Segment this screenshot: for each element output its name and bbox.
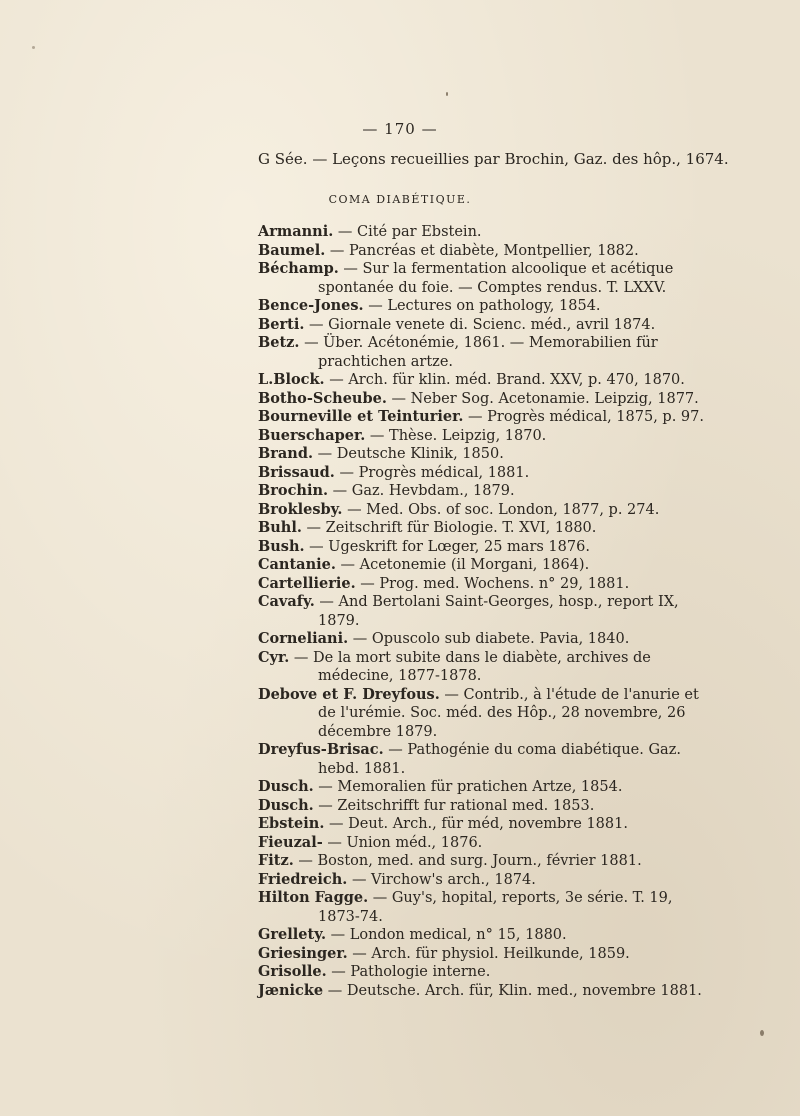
header-reference: G Sée. — Leçons recueillies par Brochin, Gaz. des hôp., 1674. [258, 150, 729, 168]
entry-text: — Pathogénie du coma diabétique. Gaz. hebd. 1881. [318, 742, 681, 777]
entry-author: Armanni. [258, 223, 334, 240]
entry-author: Grellety. [258, 926, 326, 943]
entry-text: — Union méd., 1876. [322, 834, 483, 851]
entry-text: — De la mort subite dans le diabète, archives de médecine, 1877-1878. [289, 649, 651, 684]
paper-speck [760, 1030, 764, 1036]
bibliography-entry [258, 242, 718, 261]
bibliography-entry [258, 297, 718, 316]
bibliography-entry [258, 390, 718, 409]
entry-text: — Deutsche. Arch. für, Klin. med., novembre 1881. [323, 982, 702, 999]
entry-text: — Progrès médical, 1881. [334, 464, 530, 481]
entry-author: Brand. [258, 445, 314, 462]
entry-text: — Arch. für klin. méd. Brand. XXV, p. 470, 1870. [324, 372, 685, 388]
bibliography-entry [258, 519, 718, 538]
entry-author: Berti. [258, 315, 305, 333]
bibliography-entry [258, 797, 718, 816]
bibliography-entry [258, 371, 718, 390]
bibliography-entry [258, 223, 718, 242]
entry-author: Fitz. [258, 852, 294, 869]
bibliography-entry [258, 741, 718, 778]
bibliography-entry [258, 316, 718, 335]
entry-text: — Über. Acétonémie, 1861. — Memorabilien für prachtichen artze. [299, 335, 658, 370]
bibliography-entry [258, 834, 718, 853]
entry-text: — Med. Obs. of soc. London, 1877, p. 274. [342, 501, 660, 518]
entry-text: — Gaz. Hevbdam., 1879. [328, 483, 515, 499]
bibliography-list [258, 223, 718, 1000]
entry-author: Cartellierie. [258, 574, 356, 592]
bibliography-entry [258, 630, 718, 649]
entry-text: — Acetonemie (il Morgani, 1864). [335, 557, 590, 573]
entry-author: Bence-Jones. [258, 297, 364, 314]
entry-author: Grisolle. [258, 963, 327, 980]
entry-author: Botho-Scheube. [258, 389, 387, 407]
entry-author: Griesinger. [258, 944, 348, 962]
entry-text: — Arch. für physiol. Heilkunde, 1859. [347, 945, 630, 962]
entry-author: Corneliani. [258, 630, 349, 647]
bibliography-entry [258, 260, 718, 297]
bibliography-entry [258, 427, 718, 446]
entry-author: Brissaud. [258, 463, 335, 481]
bibliography-entry [258, 926, 718, 945]
entry-text: — Giornale venete di. Scienc. méd., avril 1874. [304, 316, 656, 333]
entry-author: Baumel. [258, 241, 326, 259]
entry-author: Cavafy. [258, 593, 315, 610]
entry-author: L.Block. [258, 371, 325, 388]
bibliography-entry [258, 815, 718, 834]
paper-speck [32, 46, 35, 49]
entry-text: — Progrès médical, 1875, p. 97. [463, 409, 704, 425]
entry-author: Cyr. [258, 648, 290, 666]
entry-text: — And Bertolani Saint-Georges, hosp., report IX, 1879. [314, 594, 679, 629]
bibliography-entry [258, 982, 718, 1001]
bibliography-entry [258, 686, 718, 742]
bibliography-entry [258, 945, 718, 964]
entry-text: — London medical, n° 15, 1880. [326, 927, 567, 943]
entry-author: Dusch. [258, 778, 314, 795]
bibliography-entry [258, 852, 718, 871]
entry-text: — Lectures on pathology, 1854. [363, 298, 601, 314]
entry-text: — Pancréas et diabète, Montpellier, 1882. [325, 242, 639, 259]
bibliography-entry [258, 445, 718, 464]
entry-author: Broklesby. [258, 500, 343, 518]
entry-text: — Thèse. Leipzig, 1870. [365, 427, 547, 444]
entry-text: — Boston, med. and surg. Journ., février 1881. [293, 853, 642, 869]
section-title: COMA DIABÉTIQUE. [328, 193, 472, 206]
bibliography-entry [258, 649, 718, 686]
bibliography-entry [258, 871, 718, 890]
entry-text: — Pathologie interne. [326, 964, 491, 980]
entry-text: — Memoralien für pratichen Artze, 1854. [313, 779, 623, 795]
entry-text: — Guy's, hopital, reports, 3e série. T. 19, 1873-74. [318, 890, 673, 925]
entry-text: — Opuscolo sub diabete. Pavia, 1840. [348, 631, 630, 647]
entry-text: — Zeitschrifft fur rational med. 1853. [313, 797, 595, 814]
entry-text: — Deutsche Klinik, 1850. [313, 446, 504, 462]
entry-author: Béchamp. [258, 260, 339, 277]
entry-author: Fieuzal- [258, 833, 323, 851]
entry-author: Dusch. [258, 796, 314, 814]
entry-text: — Neber Sog. Acetonamie. Leipzig, 1877. [386, 390, 699, 407]
entry-author: Betz. [258, 334, 300, 351]
entry-text: — Contrib., à l'étude de l'anurie et de l'urémie. Soc. méd. des Hôp., 28 novembre, 26 décembre 1879. [318, 686, 699, 740]
bibliography-entry [258, 778, 718, 797]
entry-author: Dreyfus-Brisac. [258, 741, 384, 758]
entry-author: Buhl. [258, 519, 302, 536]
entry-author: Bush. [258, 537, 305, 555]
entry-author: Buerschaper. [258, 426, 366, 444]
bibliography-entry [258, 963, 718, 982]
bibliography-entry [258, 575, 718, 594]
entry-text: — Virchow's arch., 1874. [347, 871, 536, 888]
bibliography-entry [258, 464, 718, 483]
entry-author: Hilton Fagge. [258, 889, 369, 906]
bibliography-entry [258, 482, 718, 501]
entry-text: — Ugeskrift for Lœger, 25 mars 1876. [304, 538, 590, 555]
bibliography-entry [258, 334, 718, 371]
bibliography-entry [258, 556, 718, 575]
bibliography-entry [258, 538, 718, 557]
entry-text: — Sur la fermentation alcoolique et acétique spontanée du foie. — Comptes rendus. T. LXXV. [318, 261, 674, 296]
page-number: — 170 — [362, 120, 438, 138]
bibliography-entry [258, 593, 718, 630]
entry-text: — Prog. med. Wochens. n° 29, 1881. [355, 575, 630, 592]
entry-author: Cantanie. [258, 556, 336, 573]
entry-text: — Deut. Arch., für méd, novembre 1881. [324, 816, 628, 832]
paper-speck [446, 92, 448, 96]
bibliography-entry [258, 889, 718, 926]
bibliography-entry [258, 408, 718, 427]
entry-author: Bourneville et Teinturier. [258, 408, 464, 425]
entry-author: Brochin. [258, 482, 329, 499]
entry-author: Friedreich. [258, 870, 348, 888]
entry-text: — Zeitschrift für Biologie. T. XVI, 1880. [301, 520, 597, 536]
entry-author: Jænicke [258, 981, 324, 999]
entry-author: Ebstein. [258, 815, 325, 832]
entry-text: — Cité par Ebstein. [333, 224, 482, 240]
entry-author: Debove et F. Dreyfous. [258, 685, 440, 703]
bibliography-entry [258, 501, 718, 520]
